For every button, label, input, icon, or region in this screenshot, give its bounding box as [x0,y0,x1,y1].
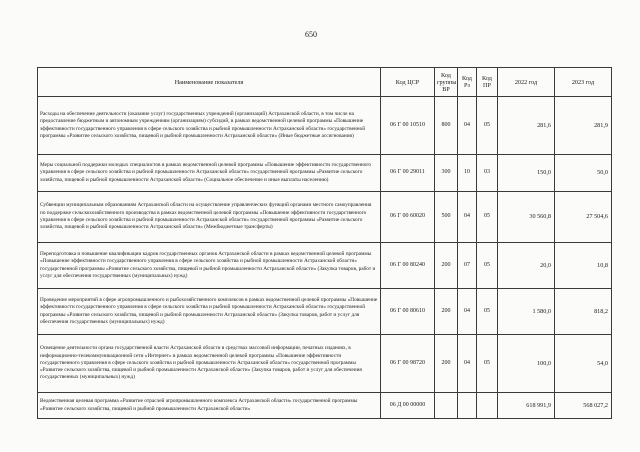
row-rz: 07 [458,243,477,289]
row-csr: 06 Д 00 00000 [381,393,435,419]
row-rz [458,393,477,419]
row-2023: 568 027,2 [555,393,612,419]
row-name: Переподготовка и повышение квалификации кадров государственных органов Астраханской области в рамках ведомственной целевой программы «Повышение эффективности государственного управления в сфере сельского хозяйства и рыбной промышленности Астраханской области» государственной программы «Развитие сельского хозяйства, пищевой и рыбной промышленности Астраханской области» (Закупка товаров, работ и услуг для обеспечения государственных (муниципальных) нужд) [38,243,381,289]
row-pr: 05 [477,335,498,393]
row-vr: 200 [435,243,458,289]
row-2022: 618 991,9 [498,393,555,419]
row-csr: 06 Г 00 80240 [381,243,435,289]
header-rz: Код Рз [458,68,477,97]
row-2023: 54,0 [555,335,612,393]
table-row [38,192,612,243]
row-pr: 05 [477,97,498,155]
header-2022: 2022 год [498,68,555,97]
row-name: Субвенции муниципальным образованиям Астраханской области на осуществление управленческих функций органами местного самоуправления по поддержке сельскохозяйственного производства в рамках ведомственной целевой программы «Повышение эффективности государственного управления в сфере сельского хозяйства и рыбной промышленности Астраханской области» государственной программы «Развитие сельского хозяйства, пищевой и рыбной промышленности Астраханской области» (Межбюджетные трансферты) [38,192,381,243]
row-pr [477,393,498,419]
row-name: Расходы на обеспечение деятельности (оказание услуг) государственных учреждений (организаций) Астраханской области, в том числе на предоставление бюджетным и автономным учреждениям (организациям) субсидий, в рамках ведомственной целевой программы «Повышение эффективности государственного управления в сфере сельского хозяйства и рыбной промышленности Астраханской области» государственной программы «Развитие сельского хозяйства, пищевой и рыбной промышленности Астраханской области» (Иные бюджетные ассигнования) [38,97,381,155]
row-vr: 800 [435,97,458,155]
table-row [38,155,612,192]
row-name: Проведение мероприятий в сфере агропромышленного и рыбохозяйственного комплексов в рамках ведомственной целевой программы «Повышение эффективности государственного управления в сфере сельского хозяйства и рыбной промышленности Астраханской области» государственной программы «Развитие сельского хозяйства, пищевой и рыбной промышленности Астраханской области» (Закупка товаров, работ и услуг для обеспечения государственных (муниципальных) нужд) [38,289,381,335]
row-csr: 06 Г 00 98720 [381,335,435,393]
row-2023: 50,0 [555,155,612,192]
row-rz: 04 [458,192,477,243]
header-name: Наименование показателя [38,68,381,97]
table-row [38,289,612,335]
header-2023: 2023 год [555,68,612,97]
row-2023: 281,9 [555,97,612,155]
row-vr [435,393,458,419]
row-rz: 04 [458,289,477,335]
table-row [38,243,612,289]
row-rz: 04 [458,335,477,393]
row-csr: 06 Г 00 80610 [381,289,435,335]
header-pr: Код ПР [477,68,498,97]
row-2023: 818,2 [555,289,612,335]
row-rz: 04 [458,97,477,155]
budget-table [37,67,612,419]
header-row [38,68,612,97]
row-2022: 20,0 [498,243,555,289]
row-pr: 03 [477,155,498,192]
row-vr: 300 [435,155,458,192]
page-number: 650 [305,30,317,39]
row-2022: 1 580,0 [498,289,555,335]
row-vr: 500 [435,192,458,243]
row-2022: 30 560,8 [498,192,555,243]
row-2022: 281,6 [498,97,555,155]
row-name: Меры социальной поддержки молодых специалистов в рамках ведомственной целевой программы «Повышение эффективности государственного управления в сфере сельского хозяйства и рыбной промышленности Астраханской области» государственной программы «Развитие сельского хозяйства, пищевой и рыбной промышленности Астраханской области» (Социальное обеспечение и иные выплаты населению) [38,155,381,192]
row-pr: 05 [477,243,498,289]
row-2022: 100,0 [498,335,555,393]
table-row [38,97,612,155]
table-row [38,335,612,393]
row-csr: 06 Г 00 10510 [381,97,435,155]
row-rz: 10 [458,155,477,192]
row-name: Ведомственная целевая программа «Развитие отраслей агропромышленного комплекса Астраханской области» государственной программы «Развитие сельского хозяйства, пищевой и рыбной промышленности Астраханской области» [38,393,381,419]
row-pr: 05 [477,192,498,243]
header-vr: Код группы ВР [435,68,458,97]
row-2022: 150,0 [498,155,555,192]
row-csr: 06 Г 00 29011 [381,155,435,192]
table-row [38,393,612,419]
row-2023: 10,8 [555,243,612,289]
row-vr: 200 [435,335,458,393]
row-pr: 05 [477,289,498,335]
row-2023: 27 504,6 [555,192,612,243]
row-csr: 06 Г 00 60020 [381,192,435,243]
row-vr: 200 [435,289,458,335]
row-name: Освещение деятельности органа государственной власти Астраханской области в средствах массовой информации, печатных изданиях, в информационно-телекоммуникационной сети «Интернет» в рамках ведомственной целевой программы «Повышение эффективности государственного управления в сфере сельского хозяйства и рыбной промышленности Астраханской области» государственной программы «Развитие сельского хозяйства, пищевой и рыбной промышленности Астраханской области» (Закупка товаров, работ и услуг для обеспечения государственных (муниципальных) нужд) [38,335,381,393]
header-csr: Код ЦСР [381,68,435,97]
